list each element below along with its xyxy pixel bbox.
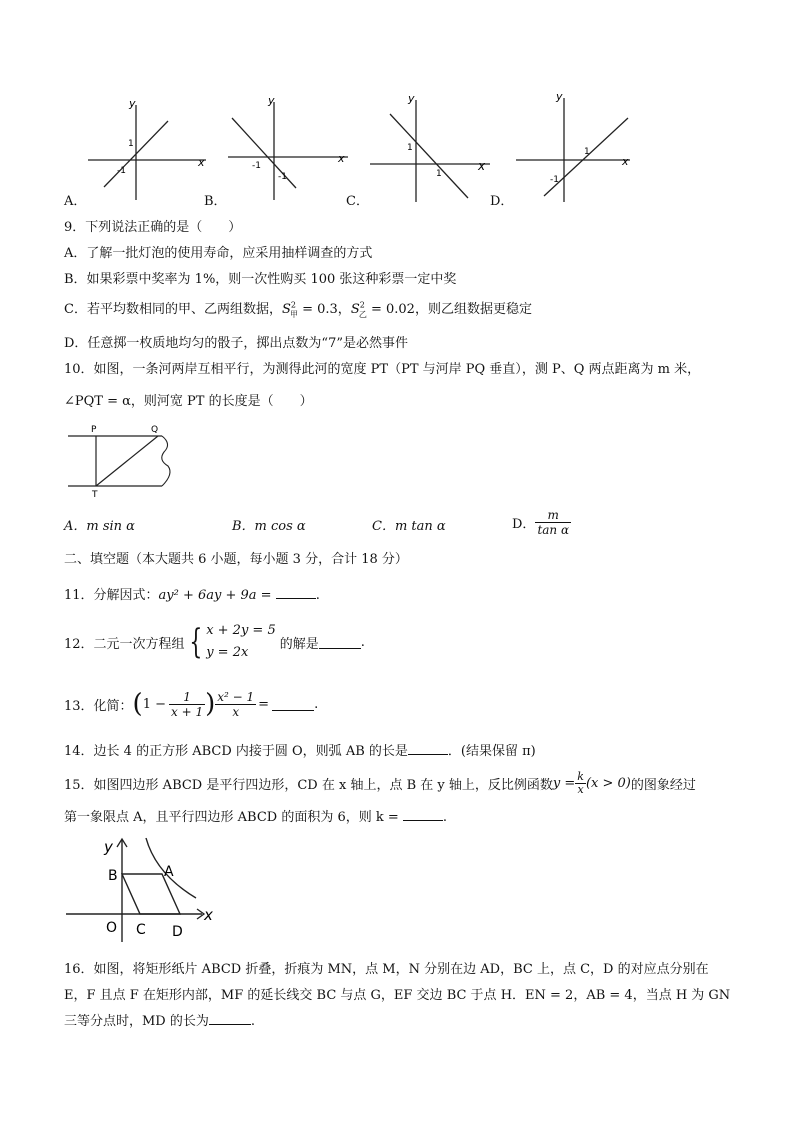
- q9-stem: 9．下列说法正确的是（ ）: [64, 220, 242, 235]
- fraction-numerator: x² − 1: [217, 689, 255, 704]
- q13-eq: =: [258, 696, 270, 712]
- q12-text: 12．二元一次方程组: [64, 636, 185, 652]
- fraction-1-over-x-plus-1: [169, 690, 205, 719]
- point-b-label: B: [108, 868, 118, 884]
- fraction-numerator: m: [535, 508, 571, 523]
- river-break-curve: [162, 436, 170, 486]
- q13: [64, 684, 318, 724]
- tick-neg1-y: -1: [550, 175, 559, 185]
- point-q-label: Q: [151, 425, 159, 435]
- tick-neg1-x: -1: [252, 161, 261, 171]
- q12: [64, 618, 365, 666]
- tick-1-x: 1: [584, 147, 590, 157]
- equation-2: y = 2x: [206, 645, 249, 660]
- q16-answer-blank[interactable]: [209, 1012, 251, 1025]
- y-label: y: [408, 92, 415, 105]
- q10-option-c: C．m tan α: [372, 519, 446, 534]
- tick-1-x: 1: [436, 169, 442, 179]
- q12-post: 的解是: [279, 636, 319, 652]
- option-d-label: D．: [490, 194, 514, 209]
- q9-option-c: C．若平均数相同的甲、乙两组数据，$S^2_甲 = 0.3$，$S^2_乙 = 0.02$，则乙组数据更稳定: [64, 300, 532, 319]
- option-c-label: C．: [346, 194, 369, 209]
- q13-answer-blank[interactable]: [272, 698, 314, 711]
- tick-neg1: -1: [117, 166, 126, 176]
- function-line: [390, 114, 468, 198]
- point-p-label: P: [91, 425, 97, 435]
- q10-stem-line1: 10．如图，一条河两岸互相平行，为测得此河的宽度 PT（PT 与河岸 PQ 垂直），测 P、Q 两点距离为 m 米，: [64, 362, 701, 377]
- fraction-numerator: 1: [169, 690, 205, 705]
- segment-qt: [96, 436, 158, 486]
- tick-1-y: 1: [407, 143, 413, 153]
- parallelogram-figure: [64, 834, 220, 946]
- fraction-m-over-tan: [535, 508, 571, 537]
- q11-answer-blank[interactable]: [276, 586, 316, 599]
- equation-system: [206, 620, 276, 664]
- q14: [64, 740, 536, 759]
- x-label: x: [204, 906, 213, 924]
- q12-answer-blank[interactable]: [319, 636, 361, 649]
- variance-sub-jia: 甲: [289, 309, 298, 319]
- option-a-label: A．: [64, 194, 87, 209]
- option-b-label: B．: [204, 194, 227, 209]
- q15-answer-blank[interactable]: [403, 808, 443, 821]
- x-label: x: [622, 155, 629, 168]
- q14-end: ．(结果保留 π): [447, 744, 536, 759]
- q16-line3-text: 三等分点时，MD 的长为: [64, 1014, 209, 1029]
- variance-s2: S: [350, 302, 360, 317]
- q16-line2: E，F 且点 F 在矩形内部，MF 的延长线交 BC 与点 G，EF 交边 BC 于点 H．EN = 2，AB = 4，当点 H 为 GN: [64, 988, 731, 1003]
- q13-one: 1 −: [142, 696, 166, 712]
- y-label: y: [129, 97, 136, 110]
- q15-end: .: [442, 810, 448, 825]
- tick-1: 1: [128, 139, 134, 149]
- paren-close: ): [205, 689, 216, 719]
- x-label: x: [478, 159, 486, 173]
- q10-option-b: B．m cos α: [232, 519, 306, 534]
- fraction-denominator: x: [577, 782, 584, 796]
- q11: [64, 584, 320, 603]
- q16-line3: [64, 1010, 255, 1029]
- q9-option-a: A．了解一批灯泡的使用寿命，应采用抽样调查的方式: [64, 246, 373, 261]
- q10-d-label: D．: [512, 517, 536, 532]
- q16-end: .: [250, 1014, 256, 1029]
- point-d-label: D: [172, 924, 183, 940]
- graph-b: [226, 92, 356, 202]
- tick-neg1-y: -1: [278, 172, 287, 182]
- point-a-label: A: [164, 864, 174, 880]
- q10-option-d: [512, 508, 571, 537]
- fraction-numerator: k: [577, 769, 584, 783]
- q10-stem-line2: ∠PQT = α，则河宽 PT 的长度是（ ）: [64, 394, 313, 409]
- fraction-denominator: x + 1: [171, 704, 204, 719]
- variance-yi-value: = 0.02: [370, 302, 415, 317]
- fraction-denominator: x: [232, 704, 240, 719]
- q13-end: .: [314, 696, 319, 712]
- y-label: y: [104, 838, 113, 856]
- q15-y-eq: y =: [552, 775, 576, 791]
- variance-sub-yi: 乙: [358, 309, 367, 319]
- q9-c-pre: C．若平均数相同的甲、乙两组数据，: [64, 302, 282, 317]
- q9-option-b: B．如果彩票中奖率为 1%，则一次性购买 100 张这种彩票一定中奖: [64, 272, 457, 287]
- graph-d: [514, 88, 639, 204]
- variance-s: S: [281, 302, 291, 317]
- q13-text: 13．化简：: [64, 698, 133, 714]
- x-label: x: [198, 156, 205, 169]
- graph-a: [86, 95, 216, 205]
- q16-line1: 16．如图，将矩形纸片 ABCD 折叠，折痕为 MN，点 M，N 分别在边 AD，BC 上，点 C，D 的对应点分别在: [64, 962, 709, 977]
- q12-end: .: [360, 634, 365, 650]
- q9-c-post: ，则乙组数据更稳定: [414, 302, 532, 317]
- q11-text: 11．分解因式：: [64, 588, 159, 603]
- q15-condition: (x > 0): [585, 775, 631, 791]
- point-o-label: O: [106, 920, 118, 936]
- equation-1: x + 2y = 5: [206, 623, 276, 638]
- q11-end: .: [315, 588, 320, 603]
- system-brace: {: [188, 622, 202, 662]
- point-c-label: C: [136, 922, 146, 938]
- q14-text: 14．边长 4 的正方形 ABCD 内接于圆 O，则弧 AB 的长是: [64, 744, 408, 759]
- variance-jia-value: = 0.3: [302, 302, 338, 317]
- y-label: y: [268, 94, 275, 107]
- point-t-label: T: [92, 490, 98, 500]
- q15-line1: [64, 766, 696, 800]
- q10-option-a: A．m sin α: [64, 519, 135, 534]
- q14-answer-blank[interactable]: [408, 742, 448, 755]
- fraction-k-over-x: [575, 771, 586, 796]
- q15-line2-text: 第一象限点 A，且平行四边形 ABCD 的面积为 6，则 k =: [64, 810, 399, 825]
- river-figure: [64, 422, 184, 500]
- y-label: y: [556, 90, 563, 103]
- q11-expression: ay² + 6ay + 9a =: [158, 588, 272, 603]
- q15-line1-post: 的图象经过: [630, 777, 696, 793]
- q15-line2: [64, 806, 447, 825]
- fraction-x2-1-over-x: [215, 690, 256, 719]
- q15-line1-pre: 15．如图四边形 ABCD 是平行四边形，CD 在 x 轴上，点 B 在 y 轴上，反比例函数: [64, 777, 553, 793]
- q9-option-d: D．任意掷一枚质地均匀的骰子，掷出点数为“7”是必然事件: [64, 336, 408, 351]
- paren-open: (: [132, 689, 143, 719]
- section-2-heading: 二、填空题（本大题共 6 小题，每小题 3 分，合计 18 分）: [64, 552, 408, 567]
- fraction-denominator: tan α: [537, 523, 570, 537]
- x-label: x: [338, 152, 345, 165]
- graph-c: [368, 92, 498, 202]
